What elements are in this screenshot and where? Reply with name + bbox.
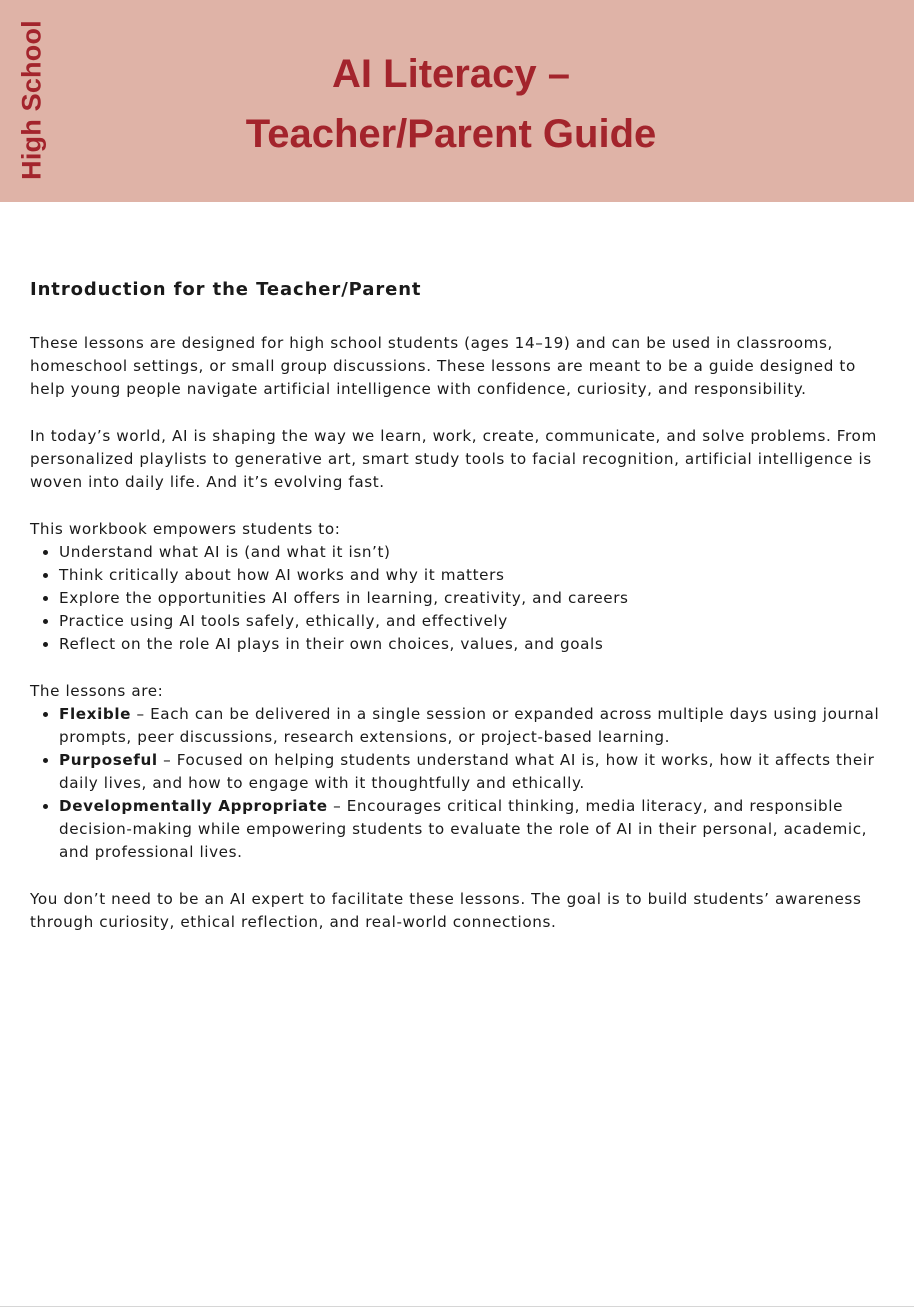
list-item: • Practice using AI tools safely, ethically, and effectively bbox=[59, 610, 880, 633]
intro-section bbox=[30, 276, 880, 958]
list-item bbox=[59, 749, 880, 795]
list-item: • Understand what AI is (and what it isn’t) bbox=[59, 541, 880, 564]
lesson-term: Developmentally Appropriate bbox=[59, 797, 328, 815]
lesson-description: – Focused on helping students understand what AI is, how it works, how it affects their daily lives, and how to engage with it thoughtfully and ethically. bbox=[59, 751, 875, 792]
title-line-1: AI Literacy – bbox=[332, 52, 570, 96]
lessons-intro: The lessons are: bbox=[30, 682, 164, 700]
closing-paragraph: You don’t need to be an AI expert to facilitate these lessons. The goal is to build students’ awareness through curiosity, ethical reflection, and real-world connections. bbox=[30, 890, 862, 931]
list-item bbox=[59, 795, 880, 864]
list-item: • Reflect on the role AI plays in their own choices, values, and goals bbox=[59, 633, 880, 656]
page-bottom-divider bbox=[0, 1306, 914, 1307]
intro-paragraph-2: In today’s world, AI is shaping the way we learn, work, create, communicate, and solve problems. From personalized playlists to generative art, smart study tools to facial recognition, artificial intelligence is woven into daily life. And it’s evolving fast. bbox=[30, 427, 877, 491]
list-item: • Think critically about how AI works and why it matters bbox=[59, 564, 880, 587]
lesson-description: – Encourages critical thinking, media literacy, and responsible decision-making while empowering students to evaluate the role of AI in their personal, academic, and professional lives. bbox=[59, 797, 868, 861]
section-heading: Introduction for the Teacher/Parent bbox=[30, 279, 422, 300]
page-title bbox=[0, 44, 902, 164]
header-banner bbox=[0, 0, 914, 202]
title-line-2: Teacher/Parent Guide bbox=[245, 112, 657, 156]
grade-level-label: High School bbox=[16, 20, 47, 180]
list-item bbox=[59, 703, 880, 749]
empowers-intro: This workbook empowers students to: bbox=[30, 520, 341, 538]
lesson-term: Flexible bbox=[59, 705, 132, 723]
intro-paragraph-1: These lessons are designed for high school students (ages 14–19) and can be used in classrooms, homeschool settings, or small group discussions. These lessons are meant to be a guide designed to help young people navigate artificial intelligence with confidence, curiosity, and responsibility. bbox=[30, 334, 856, 398]
lessons-list bbox=[30, 703, 880, 864]
list-item: • Explore the opportunities AI offers in learning, creativity, and careers bbox=[59, 587, 880, 610]
empowers-list bbox=[30, 541, 880, 656]
lesson-description: – Each can be delivered in a single session or expanded across multiple days using journal prompts, peer discussions, research extensions, or project-based learning. bbox=[59, 705, 880, 746]
lesson-term: Purposeful bbox=[59, 751, 158, 769]
